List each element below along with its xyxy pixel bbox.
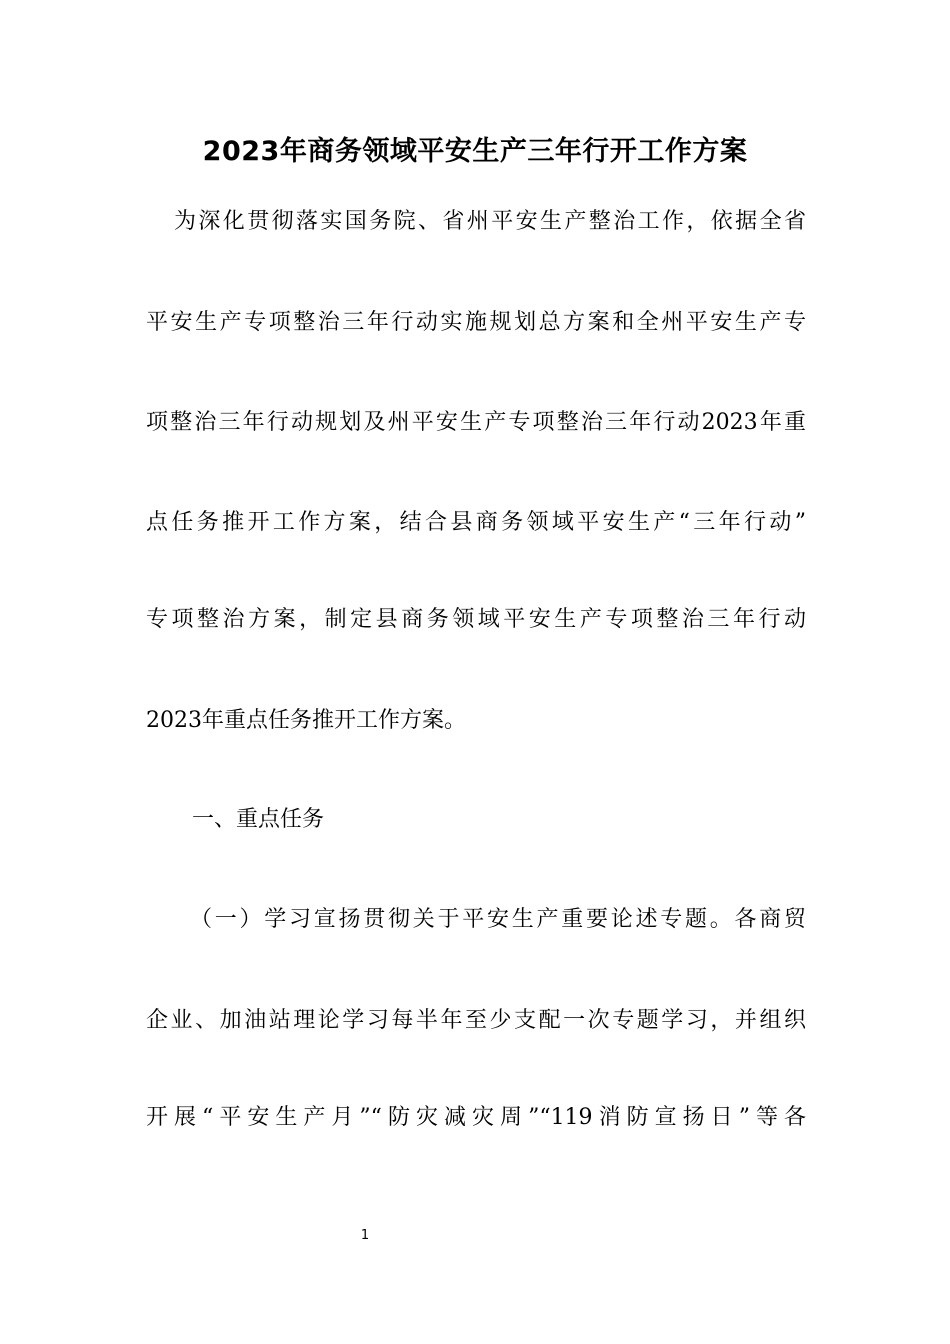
paragraph-line-7: （一）学习宣扬贯彻关于平安生产重要论述专题。各商贸 xyxy=(190,907,806,932)
page-number: 1 xyxy=(360,1228,370,1243)
paragraph-line-9: 开展“平安生产月”“防灾减灾周”“119消防宣扬日”等各 xyxy=(146,1105,806,1130)
paragraph-line-6: 2023年重点任务推开工作方案。 xyxy=(146,708,466,733)
paragraph-line-2: 平安生产专项整治三年行动实施规划总方案和全州平安生产专 xyxy=(146,310,806,335)
paragraph-line-5: 专项整治方案，制定县商务领域平安生产专项整治三年行动 xyxy=(146,607,806,632)
paragraph-line-3: 项整治三年行动规划及州平安生产专项整治三年行动2023年重 xyxy=(146,410,806,435)
section-heading: 一、重点任务 xyxy=(192,807,325,832)
paragraph-line-8: 企业、加油站理论学习每半年至少支配一次专题学习，并组织 xyxy=(146,1008,806,1033)
paragraph-line-4: 点任务推开工作方案，结合县商务领域平安生产“三年行动” xyxy=(146,510,806,535)
document-title: 2023年商务领域平安生产三年行开工作方案 xyxy=(202,136,748,167)
paragraph-line-1: 为深化贯彻落实国务院、省州平安生产整治工作，依据全省 xyxy=(174,209,806,234)
